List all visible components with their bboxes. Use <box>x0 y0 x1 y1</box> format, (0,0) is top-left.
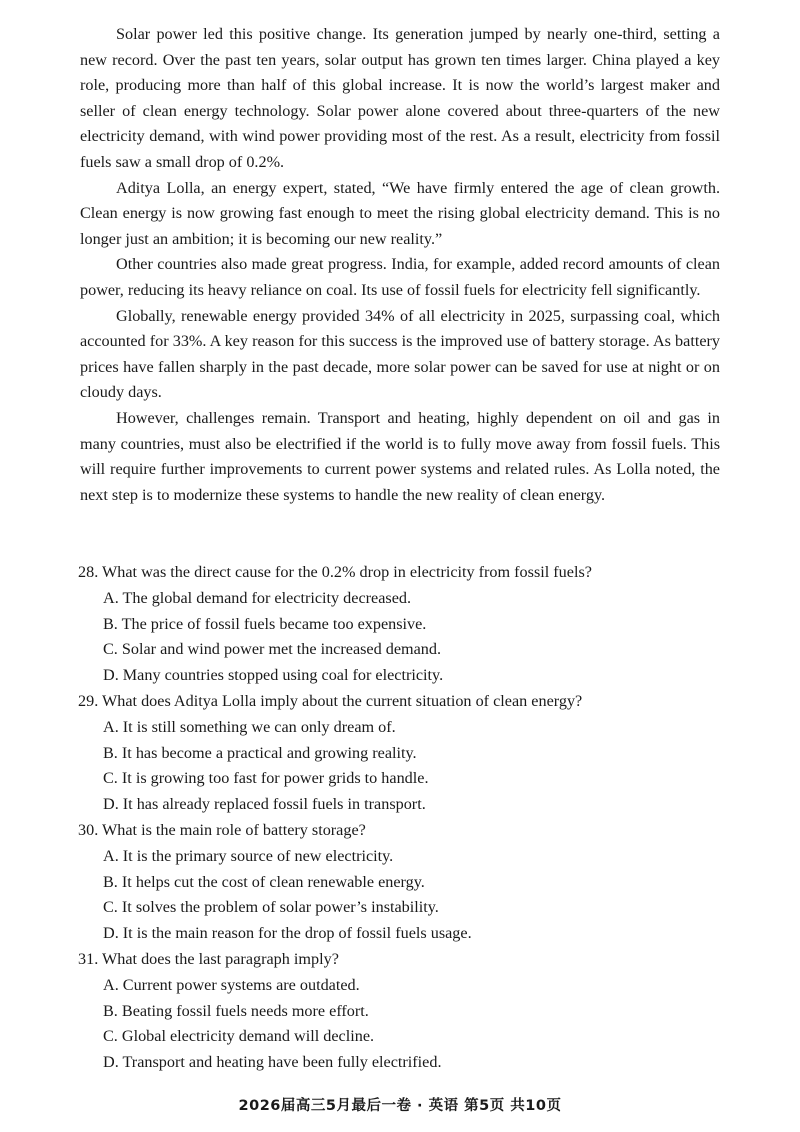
question-29 <box>78 689 720 818</box>
option-list <box>78 973 720 1076</box>
option-d: D. It has already replaced fossil fuels in transport. <box>103 795 426 814</box>
question-stem: 30. What is the main role of battery storage? <box>78 820 366 839</box>
question-list <box>78 560 720 1076</box>
question-stem: 29. What does Aditya Lolla imply about the current situation of clean energy? <box>78 691 583 710</box>
passage-paragraph-5: However, challenges remain. Transport and heating, highly dependent on oil and gas in many countries, must also be electrified if the world is to fully move away from fossil fuels. This will require further improvements to current power systems and related rules. As Lolla noted, the next step is to modernize these systems to handle the new reality of clean energy. <box>80 408 720 504</box>
option-b: B. Beating fossil fuels needs more effort. <box>103 1001 369 1020</box>
option-d: D. It is the main reason for the drop of fossil fuels usage. <box>103 924 472 943</box>
question-stem: 31. What does the last paragraph imply? <box>78 949 339 968</box>
option-list <box>78 715 720 818</box>
option-c: C. It solves the problem of solar power’s instability. <box>103 898 439 917</box>
option-b: B. It helps cut the cost of clean renewable energy. <box>103 872 425 891</box>
option-c: C. Global electricity demand will decline. <box>103 1027 375 1046</box>
option-c: C. It is growing too fast for power grids to handle. <box>103 769 429 788</box>
option-a: A. It is the primary source of new electricity. <box>103 846 394 865</box>
question-stem: 28. What was the direct cause for the 0.2% drop in electricity from fossil fuels? <box>78 563 592 581</box>
option-d: D. Transport and heating have been fully electrified. <box>103 1053 442 1072</box>
passage-paragraph-2: Aditya Lolla, an energy expert, stated, “We have firmly entered the age of clean growth. Clean energy is now growing fast enough to meet the rising global electricity demand. This is no longer just an ambition; it is becoming our new reality.” <box>80 178 720 248</box>
option-list <box>78 844 720 947</box>
option-b: B. The price of fossil fuels became too expensive. <box>103 614 427 633</box>
passage-paragraph-1: Solar power led this positive change. Its generation jumped by nearly one-third, setting a new record. Over the past ten years, solar output has grown ten times larger. China played a key role, producing more than half of this global increase. It is now the world’s largest maker and seller of clean energy technology. Solar power alone covered about three-quarters of the new electricity demand, with wind power providing most of the rest. As a result, electricity from fossil fuels saw a small drop of 0.2%. <box>80 25 720 171</box>
question-28 <box>78 560 720 689</box>
reading-passage <box>80 22 720 508</box>
passage-paragraph-4: Globally, renewable energy provided 34% of all electricity in 2025, surpassing coal, which accounted for 33%. A key reason for this success is the improved use of battery storage. As battery prices have fallen sharply in the past decade, more solar power can be saved for use at night or on cloudy days. <box>80 306 720 402</box>
option-a: A. It is still something we can only dream of. <box>103 717 396 736</box>
passage-paragraph-3: Other countries also made great progress. India, for example, added record amounts of clean power, reducing its heavy reliance on coal. Its use of fossil fuels for electricity fell significantly. <box>80 255 720 299</box>
option-d: D. Many countries stopped using coal for electricity. <box>103 666 444 685</box>
option-a: A. The global demand for electricity decreased. <box>103 588 412 607</box>
page-footer: 2026届高三5月最后一卷 · 英语 第5页 共10页 <box>238 1098 562 1114</box>
option-b: B. It has become a practical and growing reality. <box>103 743 417 762</box>
question-31 <box>78 947 720 1076</box>
option-c: C. Solar and wind power met the increased demand. <box>103 640 442 659</box>
option-list <box>78 586 720 689</box>
question-30 <box>78 818 720 947</box>
option-a: A. Current power systems are outdated. <box>103 975 360 994</box>
